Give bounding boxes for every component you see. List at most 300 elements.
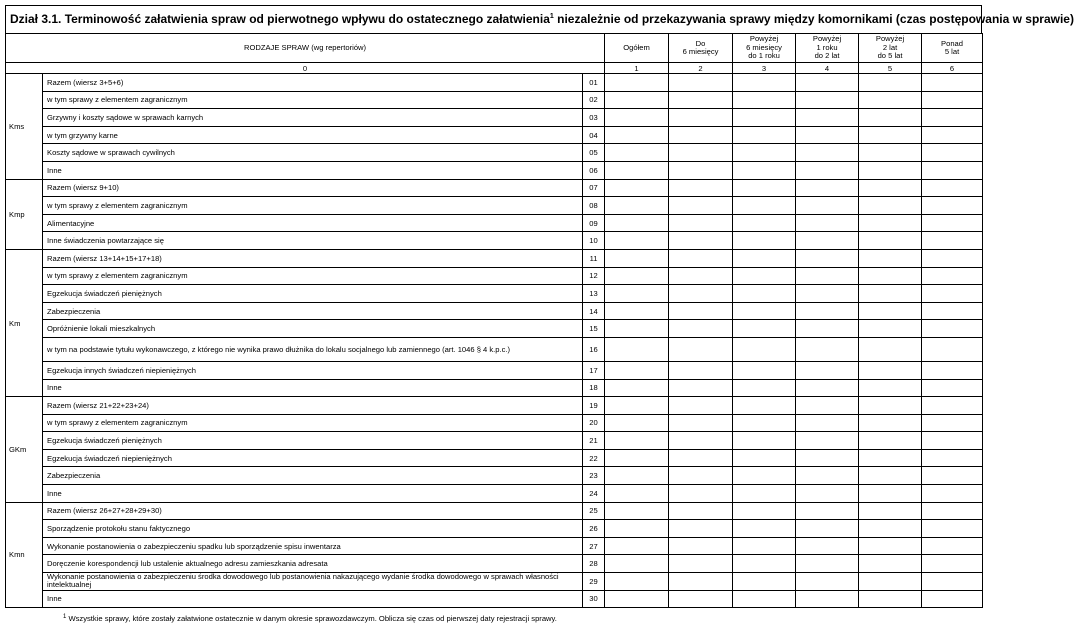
row-label: w tym sprawy z elementem zagranicznym [43, 197, 583, 215]
value-cell-col-6[interactable] [922, 320, 983, 338]
value-cell-col-2[interactable] [669, 485, 733, 503]
value-cell-col-2[interactable] [669, 397, 733, 415]
value-cell-col-1[interactable] [605, 249, 669, 267]
value-cell-col-6[interactable] [922, 449, 983, 467]
value-cell-col-3[interactable] [733, 232, 796, 250]
value-cell-col-6[interactable] [922, 285, 983, 303]
value-cell-col-5[interactable] [859, 502, 922, 520]
value-cell-col-2[interactable] [669, 320, 733, 338]
row-label: Razem (wiersz 9+10) [43, 179, 583, 197]
row-label: Opróżnienie lokali mieszkalnych [43, 320, 583, 338]
value-cell-col-3[interactable] [733, 449, 796, 467]
value-cell-col-5[interactable] [859, 302, 922, 320]
value-cell-col-6[interactable] [922, 74, 983, 92]
value-cell-col-1[interactable] [605, 91, 669, 109]
table-row [6, 232, 983, 250]
value-cell-col-4[interactable] [796, 267, 859, 285]
value-cell-col-2[interactable] [669, 249, 733, 267]
value-cell-col-6[interactable] [922, 379, 983, 397]
row-label: Wykonanie postanowienia o zabezpieczeniu środka dowodowego lub postanowienia nakazującego wydanie środka dowodowego w sprawach własności intelektualnej [43, 573, 583, 591]
value-cell-col-3[interactable] [733, 249, 796, 267]
table-row [6, 126, 983, 144]
footnote [63, 614, 557, 623]
column-number: 6 [922, 63, 983, 74]
value-cell-col-3[interactable] [733, 91, 796, 109]
row-label: Doręczenie korespondencji lub ustalenie aktualnego adresu zamieszkania adresata [43, 555, 583, 573]
table-row [6, 502, 983, 520]
row-number: 27 [583, 537, 605, 555]
row-label: w tym sprawy z elementem zagranicznym [43, 267, 583, 285]
value-cell-col-3[interactable] [733, 302, 796, 320]
row-label: Inne świadczenia powtarzające się [43, 232, 583, 250]
value-cell-col-2[interactable] [669, 502, 733, 520]
value-cell-col-3[interactable] [733, 537, 796, 555]
group-label-gkm: GKm [6, 397, 43, 503]
value-cell-col-1[interactable] [605, 397, 669, 415]
value-cell-col-2[interactable] [669, 232, 733, 250]
value-cell-col-2[interactable] [669, 361, 733, 379]
value-cell-col-5[interactable] [859, 485, 922, 503]
value-cell-col-3[interactable] [733, 214, 796, 232]
column-number: 2 [669, 63, 733, 74]
table-row [6, 285, 983, 303]
header-kind: RODZAJE SPRAW (wg repertoriów) [6, 34, 605, 63]
value-cell-col-6[interactable] [922, 537, 983, 555]
header-col-3-line: 6 miesięcy [746, 42, 782, 52]
value-cell-col-4[interactable] [796, 161, 859, 179]
value-cell-col-4[interactable] [796, 126, 859, 144]
row-label: Inne [43, 379, 583, 397]
value-cell-col-1[interactable] [605, 485, 669, 503]
value-cell-col-1[interactable] [605, 320, 669, 338]
value-cell-col-1[interactable] [605, 337, 669, 361]
cases-table [5, 33, 983, 608]
value-cell-col-5[interactable] [859, 397, 922, 415]
value-cell-col-1[interactable] [605, 179, 669, 197]
value-cell-col-2[interactable] [669, 74, 733, 92]
value-cell-col-6[interactable] [922, 467, 983, 485]
value-cell-col-4[interactable] [796, 337, 859, 361]
value-cell-col-5[interactable] [859, 144, 922, 162]
table-row [6, 74, 983, 92]
value-cell-col-4[interactable] [796, 432, 859, 450]
value-cell-col-1[interactable] [605, 502, 669, 520]
row-label: w tym grzywny karne [43, 126, 583, 144]
value-cell-col-1[interactable] [605, 109, 669, 127]
value-cell-col-6[interactable] [922, 179, 983, 197]
group-label-km: Km [6, 249, 43, 396]
value-cell-col-2[interactable] [669, 555, 733, 573]
value-cell-col-4[interactable] [796, 555, 859, 573]
row-label: Sporządzenie protokołu stanu faktycznego [43, 520, 583, 538]
column-number: 5 [859, 63, 922, 74]
value-cell-col-4[interactable] [796, 302, 859, 320]
table-row [6, 414, 983, 432]
value-cell-col-5[interactable] [859, 361, 922, 379]
value-cell-col-3[interactable] [733, 502, 796, 520]
value-cell-col-2[interactable] [669, 285, 733, 303]
value-cell-col-4[interactable] [796, 285, 859, 303]
value-cell-col-2[interactable] [669, 126, 733, 144]
section-title [5, 5, 1074, 33]
row-number: 12 [583, 267, 605, 285]
value-cell-col-3[interactable] [733, 197, 796, 215]
value-cell-col-2[interactable] [669, 537, 733, 555]
row-number: 01 [583, 74, 605, 92]
value-cell-col-1[interactable] [605, 573, 669, 591]
value-cell-col-5[interactable] [859, 126, 922, 144]
value-cell-col-6[interactable] [922, 337, 983, 361]
value-cell-col-5[interactable] [859, 432, 922, 450]
value-cell-col-4[interactable] [796, 467, 859, 485]
row-number: 05 [583, 144, 605, 162]
value-cell-col-1[interactable] [605, 537, 669, 555]
value-cell-col-1[interactable] [605, 590, 669, 608]
value-cell-col-6[interactable] [922, 302, 983, 320]
table-row [6, 337, 983, 361]
value-cell-col-6[interactable] [922, 590, 983, 608]
value-cell-col-3[interactable] [733, 161, 796, 179]
value-cell-col-1[interactable] [605, 414, 669, 432]
table-row [6, 267, 983, 285]
row-number: 26 [583, 520, 605, 538]
value-cell-col-6[interactable] [922, 414, 983, 432]
value-cell-col-5[interactable] [859, 590, 922, 608]
value-cell-col-3[interactable] [733, 414, 796, 432]
row-number: 09 [583, 214, 605, 232]
row-label: Inne [43, 161, 583, 179]
value-cell-col-3[interactable] [733, 320, 796, 338]
value-cell-col-3[interactable] [733, 179, 796, 197]
value-cell-col-2[interactable] [669, 179, 733, 197]
table-row [6, 214, 983, 232]
table-row [6, 91, 983, 109]
row-number: 29 [583, 573, 605, 591]
value-cell-col-6[interactable] [922, 249, 983, 267]
table-row [6, 161, 983, 179]
value-cell-col-6[interactable] [922, 197, 983, 215]
row-number: 20 [583, 414, 605, 432]
column-number: 0 [6, 63, 605, 74]
value-cell-col-1[interactable] [605, 520, 669, 538]
value-cell-col-2[interactable] [669, 449, 733, 467]
value-cell-col-3[interactable] [733, 109, 796, 127]
value-cell-col-1[interactable] [605, 361, 669, 379]
row-label: Wykonanie postanowienia o zabezpieczeniu spadku lub sporządzenie spisu inwentarza [43, 537, 583, 555]
value-cell-col-5[interactable] [859, 232, 922, 250]
value-cell-col-5[interactable] [859, 337, 922, 361]
value-cell-col-4[interactable] [796, 414, 859, 432]
column-number: 4 [796, 63, 859, 74]
footnote-marker: 1 [63, 614, 67, 620]
table-row [6, 520, 983, 538]
value-cell-col-3[interactable] [733, 555, 796, 573]
value-cell-col-5[interactable] [859, 267, 922, 285]
row-label: Egzekucja świadczeń pieniężnych [43, 432, 583, 450]
value-cell-col-2[interactable] [669, 267, 733, 285]
table-row [6, 555, 983, 573]
report-form [5, 5, 1074, 608]
column-number: 3 [733, 63, 796, 74]
value-cell-col-5[interactable] [859, 214, 922, 232]
value-cell-col-1[interactable] [605, 302, 669, 320]
value-cell-col-2[interactable] [669, 91, 733, 109]
value-cell-col-1[interactable] [605, 214, 669, 232]
value-cell-col-6[interactable] [922, 232, 983, 250]
value-cell-col-4[interactable] [796, 214, 859, 232]
value-cell-col-5[interactable] [859, 285, 922, 303]
value-cell-col-3[interactable] [733, 285, 796, 303]
title-footnote-marker: 1 [549, 13, 554, 20]
value-cell-col-6[interactable] [922, 573, 983, 591]
value-cell-col-6[interactable] [922, 520, 983, 538]
row-number: 24 [583, 485, 605, 503]
row-number: 06 [583, 161, 605, 179]
row-label: Egzekucja innych świadczeń niepieniężnych [43, 361, 583, 379]
header-col-6-line: 5 lat [944, 47, 960, 56]
row-number: 22 [583, 449, 605, 467]
header-col-4 [796, 34, 859, 63]
value-cell-col-2[interactable] [669, 197, 733, 215]
value-cell-col-3[interactable] [733, 485, 796, 503]
value-cell-col-1[interactable] [605, 285, 669, 303]
row-label: Zabezpieczenia [43, 302, 583, 320]
value-cell-col-5[interactable] [859, 537, 922, 555]
row-label: Inne [43, 485, 583, 503]
header-col-2 [669, 34, 733, 63]
value-cell-col-4[interactable] [796, 320, 859, 338]
value-cell-col-5[interactable] [859, 91, 922, 109]
value-cell-col-4[interactable] [796, 590, 859, 608]
row-label: Grzywny i koszty sądowe w sprawach karnych [43, 109, 583, 127]
value-cell-col-1[interactable] [605, 126, 669, 144]
header-col-6-line: Ponad [941, 38, 964, 48]
row-number: 08 [583, 197, 605, 215]
value-cell-col-3[interactable] [733, 573, 796, 591]
header-col-2-line: Do [695, 38, 706, 48]
row-number: 11 [583, 249, 605, 267]
header-col-3 [733, 34, 796, 63]
value-cell-col-6[interactable] [922, 91, 983, 109]
value-cell-col-4[interactable] [796, 573, 859, 591]
value-cell-col-4[interactable] [796, 249, 859, 267]
value-cell-col-2[interactable] [669, 520, 733, 538]
table-row [6, 590, 983, 608]
header-row [6, 34, 983, 63]
table-row [6, 379, 983, 397]
row-label: Zabezpieczenia [43, 467, 583, 485]
value-cell-col-5[interactable] [859, 449, 922, 467]
value-cell-col-4[interactable] [796, 179, 859, 197]
row-label: Razem (wiersz 21+22+23+24) [43, 397, 583, 415]
table-row [6, 467, 983, 485]
column-numbers-row [6, 63, 983, 74]
row-label: w tym sprawy z elementem zagranicznym [43, 414, 583, 432]
value-cell-col-2[interactable] [669, 467, 733, 485]
value-cell-col-6[interactable] [922, 267, 983, 285]
row-number: 30 [583, 590, 605, 608]
value-cell-col-5[interactable] [859, 179, 922, 197]
header-col-5-line: Powyżej [875, 34, 905, 44]
row-label: w tym sprawy z elementem zagranicznym [43, 91, 583, 109]
row-number: 03 [583, 109, 605, 127]
value-cell-col-4[interactable] [796, 361, 859, 379]
table-row [6, 109, 983, 127]
value-cell-col-5[interactable] [859, 467, 922, 485]
row-number: 16 [583, 337, 605, 361]
value-cell-col-1[interactable] [605, 432, 669, 450]
value-cell-col-5[interactable] [859, 379, 922, 397]
value-cell-col-2[interactable] [669, 432, 733, 450]
value-cell-col-5[interactable] [859, 520, 922, 538]
value-cell-col-2[interactable] [669, 144, 733, 162]
header-col-5 [859, 34, 922, 63]
value-cell-col-3[interactable] [733, 520, 796, 538]
row-label: Egzekucja świadczeń pieniężnych [43, 285, 583, 303]
value-cell-col-6[interactable] [922, 361, 983, 379]
value-cell-col-4[interactable] [796, 520, 859, 538]
value-cell-col-6[interactable] [922, 432, 983, 450]
table-row [6, 197, 983, 215]
value-cell-col-6[interactable] [922, 214, 983, 232]
row-number: 13 [583, 285, 605, 303]
value-cell-col-6[interactable] [922, 126, 983, 144]
header-col-1-line: Ogółem [623, 42, 650, 52]
value-cell-col-3[interactable] [733, 361, 796, 379]
value-cell-col-4[interactable] [796, 449, 859, 467]
value-cell-col-2[interactable] [669, 573, 733, 591]
value-cell-col-3[interactable] [733, 397, 796, 415]
value-cell-col-4[interactable] [796, 379, 859, 397]
value-cell-col-1[interactable] [605, 267, 669, 285]
value-cell-col-6[interactable] [922, 485, 983, 503]
value-cell-col-4[interactable] [796, 144, 859, 162]
value-cell-col-1[interactable] [605, 197, 669, 215]
value-cell-col-5[interactable] [859, 573, 922, 591]
value-cell-col-5[interactable] [859, 109, 922, 127]
value-cell-col-1[interactable] [605, 161, 669, 179]
table-row [6, 144, 983, 162]
value-cell-col-2[interactable] [669, 379, 733, 397]
section-title-text-end: niezależnie od przekazywania sprawy między komornikami (czas postępowania w sprawie) [553, 12, 1074, 26]
value-cell-col-4[interactable] [796, 197, 859, 215]
value-cell-col-2[interactable] [669, 214, 733, 232]
value-cell-col-1[interactable] [605, 379, 669, 397]
row-label: Inne [43, 590, 583, 608]
value-cell-col-1[interactable] [605, 467, 669, 485]
header-col-3-line: do 1 roku [748, 51, 780, 61]
value-cell-col-1[interactable] [605, 449, 669, 467]
row-number: 25 [583, 502, 605, 520]
section-title-text: Dział 3.1. Terminowość załatwienia spraw od pierwotnego wpływu do ostatecznego załatwienia [10, 12, 550, 26]
value-cell-col-6[interactable] [922, 502, 983, 520]
value-cell-col-3[interactable] [733, 126, 796, 144]
value-cell-col-4[interactable] [796, 232, 859, 250]
value-cell-col-3[interactable] [733, 74, 796, 92]
row-number: 18 [583, 379, 605, 397]
value-cell-col-4[interactable] [796, 537, 859, 555]
value-cell-col-1[interactable] [605, 555, 669, 573]
value-cell-col-3[interactable] [733, 590, 796, 608]
value-cell-col-1[interactable] [605, 74, 669, 92]
footnote-text: Wszystkie sprawy, które zostały załatwione ostatecznie w danym okresie sprawozdawczym. Oblicza się czas od pierwszej daty rejestracji sprawy. [66, 614, 557, 623]
value-cell-col-5[interactable] [859, 249, 922, 267]
value-cell-col-5[interactable] [859, 161, 922, 179]
value-cell-col-5[interactable] [859, 320, 922, 338]
value-cell-col-1[interactable] [605, 232, 669, 250]
row-number: 04 [583, 126, 605, 144]
row-number: 10 [583, 232, 605, 250]
table-row [6, 320, 983, 338]
table-row [6, 361, 983, 379]
value-cell-col-5[interactable] [859, 555, 922, 573]
row-number: 21 [583, 432, 605, 450]
row-label: Koszty sądowe w sprawach cywilnych [43, 144, 583, 162]
table-row [6, 432, 983, 450]
header-col-5-line: 2 lat [882, 42, 898, 52]
value-cell-col-4[interactable] [796, 74, 859, 92]
value-cell-col-4[interactable] [796, 397, 859, 415]
value-cell-col-4[interactable] [796, 109, 859, 127]
row-number: 07 [583, 179, 605, 197]
header-col-3-line: Powyżej [749, 34, 779, 44]
value-cell-col-6[interactable] [922, 109, 983, 127]
value-cell-col-6[interactable] [922, 397, 983, 415]
header-col-1 [605, 34, 669, 63]
table-row [6, 249, 983, 267]
header-col-5-line: do 5 lat [877, 51, 903, 61]
value-cell-col-3[interactable] [733, 432, 796, 450]
row-number: 14 [583, 302, 605, 320]
value-cell-col-3[interactable] [733, 267, 796, 285]
row-label: Razem (wiersz 26+27+28+29+30) [43, 502, 583, 520]
value-cell-col-6[interactable] [922, 555, 983, 573]
row-number: 19 [583, 397, 605, 415]
table-row [6, 537, 983, 555]
value-cell-col-6[interactable] [922, 161, 983, 179]
value-cell-col-5[interactable] [859, 197, 922, 215]
row-number: 15 [583, 320, 605, 338]
group-label-kmp: Kmp [6, 179, 43, 249]
table-row [6, 485, 983, 503]
value-cell-col-6[interactable] [922, 144, 983, 162]
value-cell-col-3[interactable] [733, 144, 796, 162]
row-label: Razem (wiersz 13+14+15+17+18) [43, 249, 583, 267]
group-label-kms: Kms [6, 74, 43, 180]
value-cell-col-2[interactable] [669, 414, 733, 432]
header-col-4-line: 1 roku [816, 42, 838, 52]
value-cell-col-4[interactable] [796, 485, 859, 503]
value-cell-col-3[interactable] [733, 337, 796, 361]
row-label: Razem (wiersz 3+5+6) [43, 74, 583, 92]
value-cell-col-4[interactable] [796, 91, 859, 109]
value-cell-col-4[interactable] [796, 502, 859, 520]
table-row [6, 449, 983, 467]
table-row [6, 573, 983, 591]
value-cell-col-1[interactable] [605, 144, 669, 162]
value-cell-col-5[interactable] [859, 414, 922, 432]
value-cell-col-2[interactable] [669, 590, 733, 608]
value-cell-col-2[interactable] [669, 109, 733, 127]
value-cell-col-3[interactable] [733, 379, 796, 397]
value-cell-col-2[interactable] [669, 161, 733, 179]
value-cell-col-3[interactable] [733, 467, 796, 485]
value-cell-col-2[interactable] [669, 302, 733, 320]
row-number: 28 [583, 555, 605, 573]
row-number: 23 [583, 467, 605, 485]
value-cell-col-5[interactable] [859, 74, 922, 92]
value-cell-col-2[interactable] [669, 337, 733, 361]
